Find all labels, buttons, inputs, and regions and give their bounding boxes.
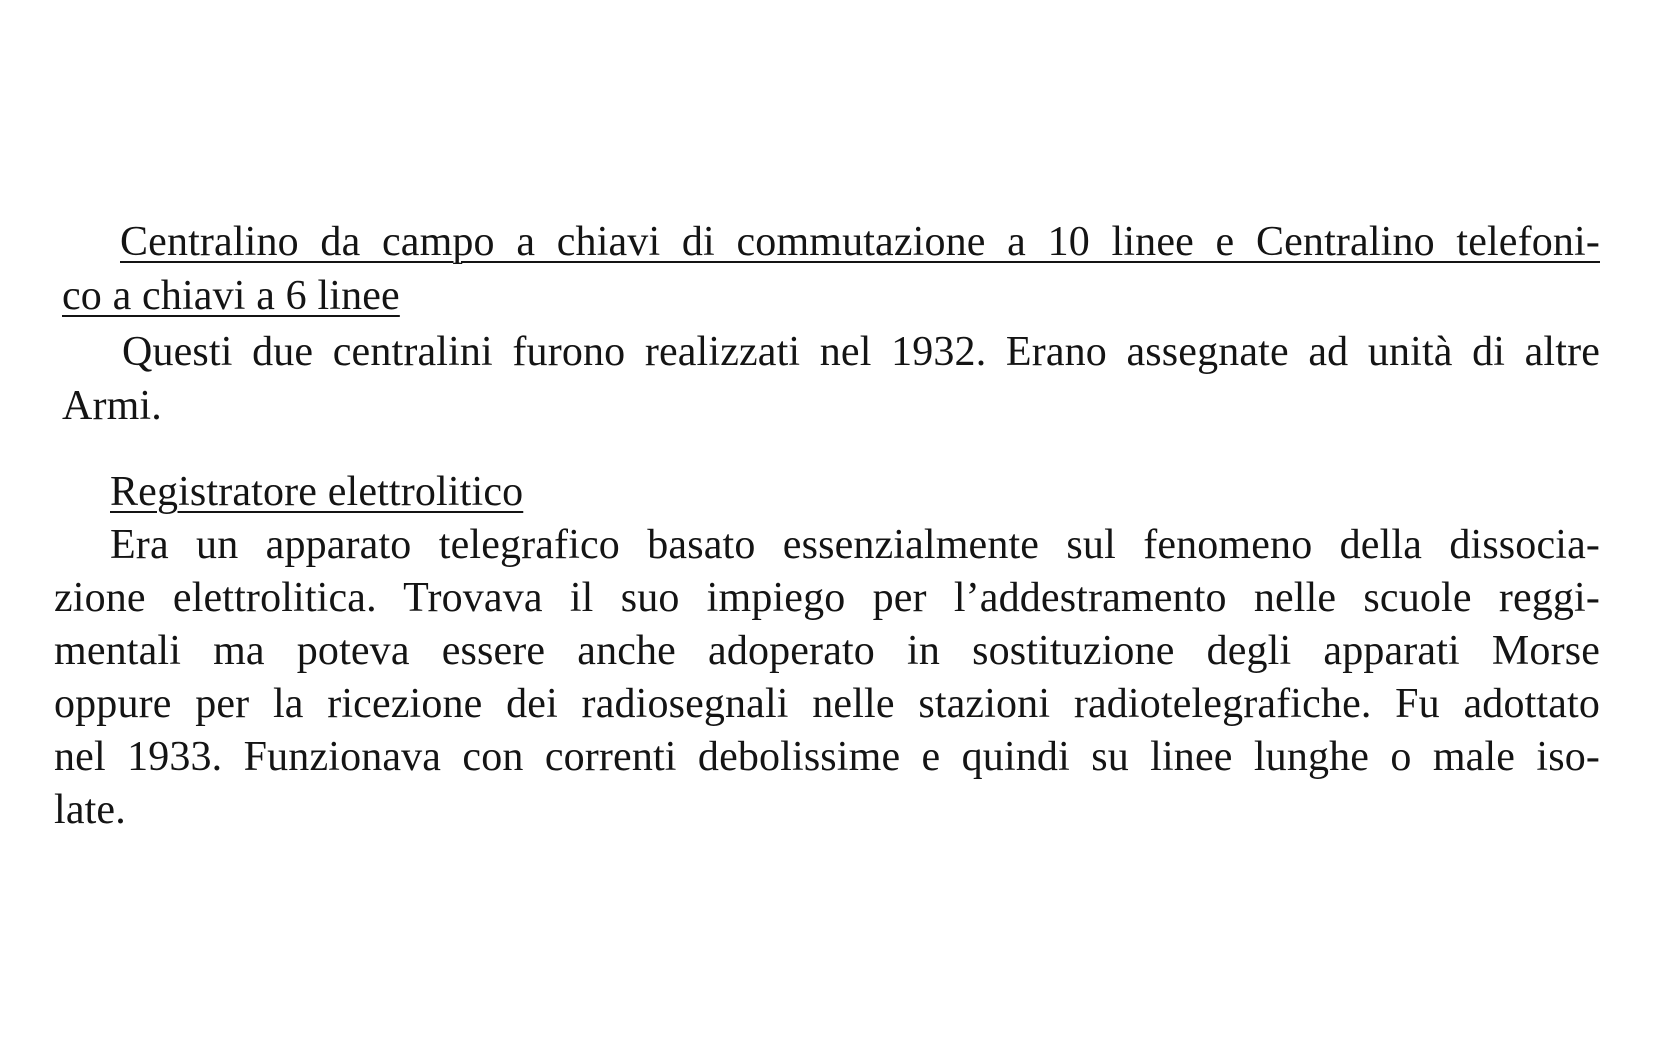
section-2-body-line-1: Era un apparato telegrafico basato essenzialmente sul fenomeno della dissocia- <box>110 522 1600 568</box>
section-2-body-line-4: oppure per la ricezione dei radiosegnali nelle stazioni radiotelegrafiche. Fu adottato <box>54 681 1600 727</box>
section-2-body-line-3: mentali ma poteva essere anche adoperato in sostituzione degli apparati Morse <box>54 628 1600 674</box>
section-2-heading: Registratore elettrolitico <box>110 469 524 515</box>
section-2-body-line-2: zione elettrolitica. Trovava il suo impiego per l’addestramento nelle scuole reggi- <box>54 575 1600 621</box>
section-1-body-line-1: Questi due centralini furono realizzati nel 1932. Erano assegnate ad unità di altre <box>122 329 1600 375</box>
section-1-heading-line-1: Centralino da campo a chiavi di commutazione a 10 linee e Centralino telefoni- <box>120 219 1600 265</box>
section-1-heading-line-2: co a chiavi a 6 linee <box>62 273 400 319</box>
section-2-body-line-5: nel 1933. Funzionava con correnti debolissime e quindi su linee lunghe o male iso- <box>54 734 1600 780</box>
section-1-body-line-2: Armi. <box>62 383 162 429</box>
section-2-body-line-6: late. <box>54 787 126 833</box>
